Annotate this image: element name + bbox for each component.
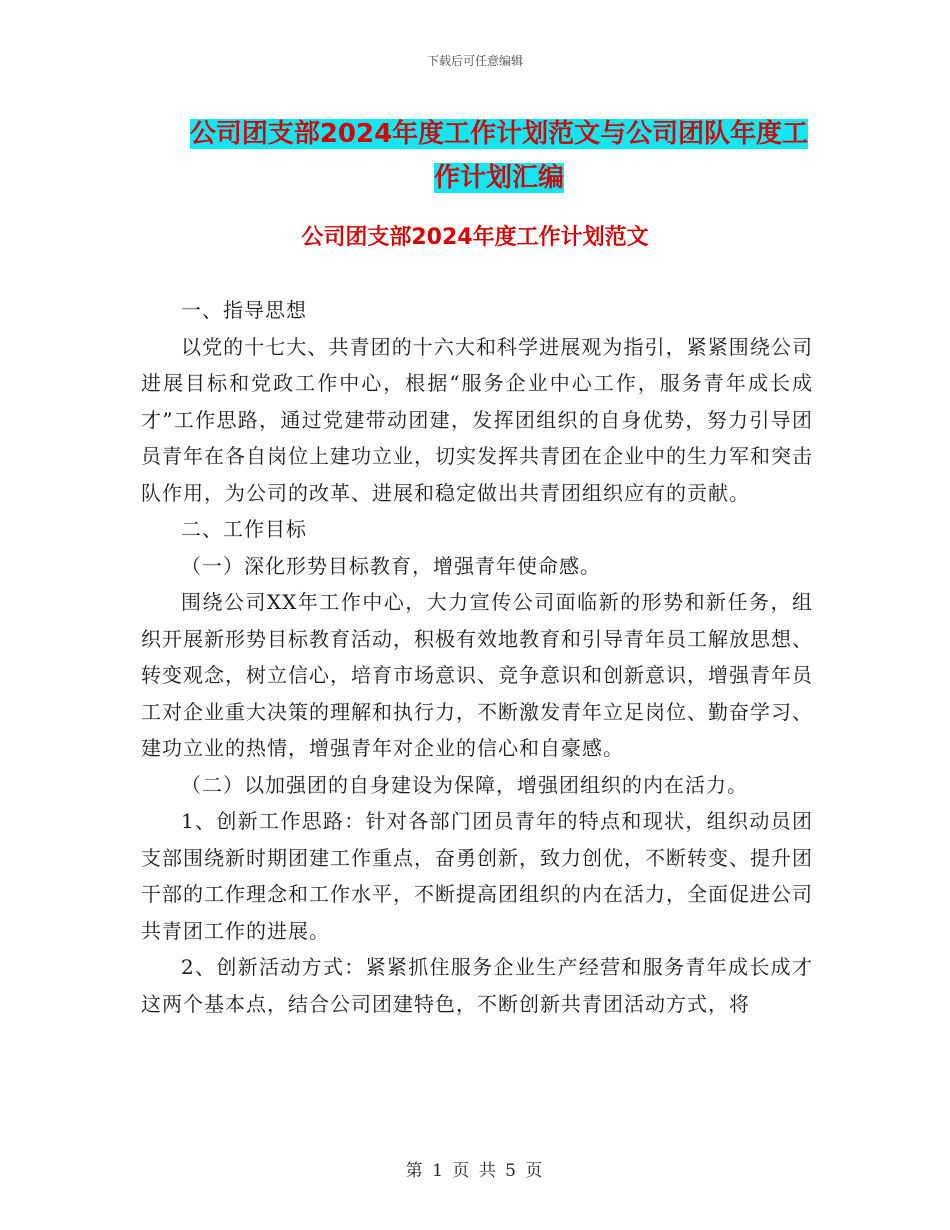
subheading-1: （一）深化形势目标教育，增强青年使命感。 bbox=[181, 553, 601, 578]
document-title-line-2: 作计划汇编 bbox=[433, 163, 564, 193]
document-title-line-1: 公司团支部2024年度工作计划范文与公司团队年度工 bbox=[189, 119, 809, 149]
document-title bbox=[140, 112, 858, 200]
paragraph-2-item-2: 2、创新活动方式：紧紧抓住服务企业生产经营和服务青年成长成才这两个基本点，结合公司团建特色，不断创新共青团活动方式，将 bbox=[141, 955, 813, 1016]
paragraph-2-item-1: 1、创新工作思路：针对各部门团员青年的特点和现状，组织动员团支部围绕新时期团建工作重点，奋勇创新，致力创优，不断转变、提升团干部的工作理念和工作水平，不断提高团组织的内在活力，全面促进公司共青团工作的进展。 bbox=[141, 809, 813, 943]
section-title: 公司团支部2024年度工作计划范文 bbox=[301, 225, 649, 250]
header-note: 下载后可任意编辑 bbox=[426, 54, 523, 68]
paragraph-guiding-thought: 以党的十七大、共青团的十六大和科学进展观为指引，紧紧围绕公司进展目标和党政工作中心，根据“服务企业中心工作，服务青年成长成才”工作思路，通过党建带动团建，发挥团组织的自身优势，努力引导团员青年在各自岗位上建功立业，切实发挥共青团在企业中的生力军和突击队作用，为公司的改革、进展和稳定做出共青团组织应有的贡献。 bbox=[141, 334, 813, 505]
heading-work-goals: 二、工作目标 bbox=[181, 517, 307, 541]
page-number: 第 1 页 共 5 页 bbox=[405, 1161, 545, 1181]
subheading-2: （二）以加强团的自身建设为保障，增强团组织的内在活力。 bbox=[181, 772, 748, 797]
document-body bbox=[141, 292, 813, 1022]
paragraph-1: 围绕公司XX年工作中心，大力宣传公司面临新的形势和新任务，组织开展新形势目标教育活动，积极有效地教育和引导青年员工解放思想、转变观念，树立信心，培育市场意识、竞争意识和创新意识，增强青年员工对企业重大决策的理解和执行力，不断激发青年立足岗位、勤奋学习、建功立业的热情，增强青年对企业的信心和自豪感。 bbox=[141, 590, 813, 760]
heading-guiding-thought: 一、指导思想 bbox=[181, 298, 307, 322]
